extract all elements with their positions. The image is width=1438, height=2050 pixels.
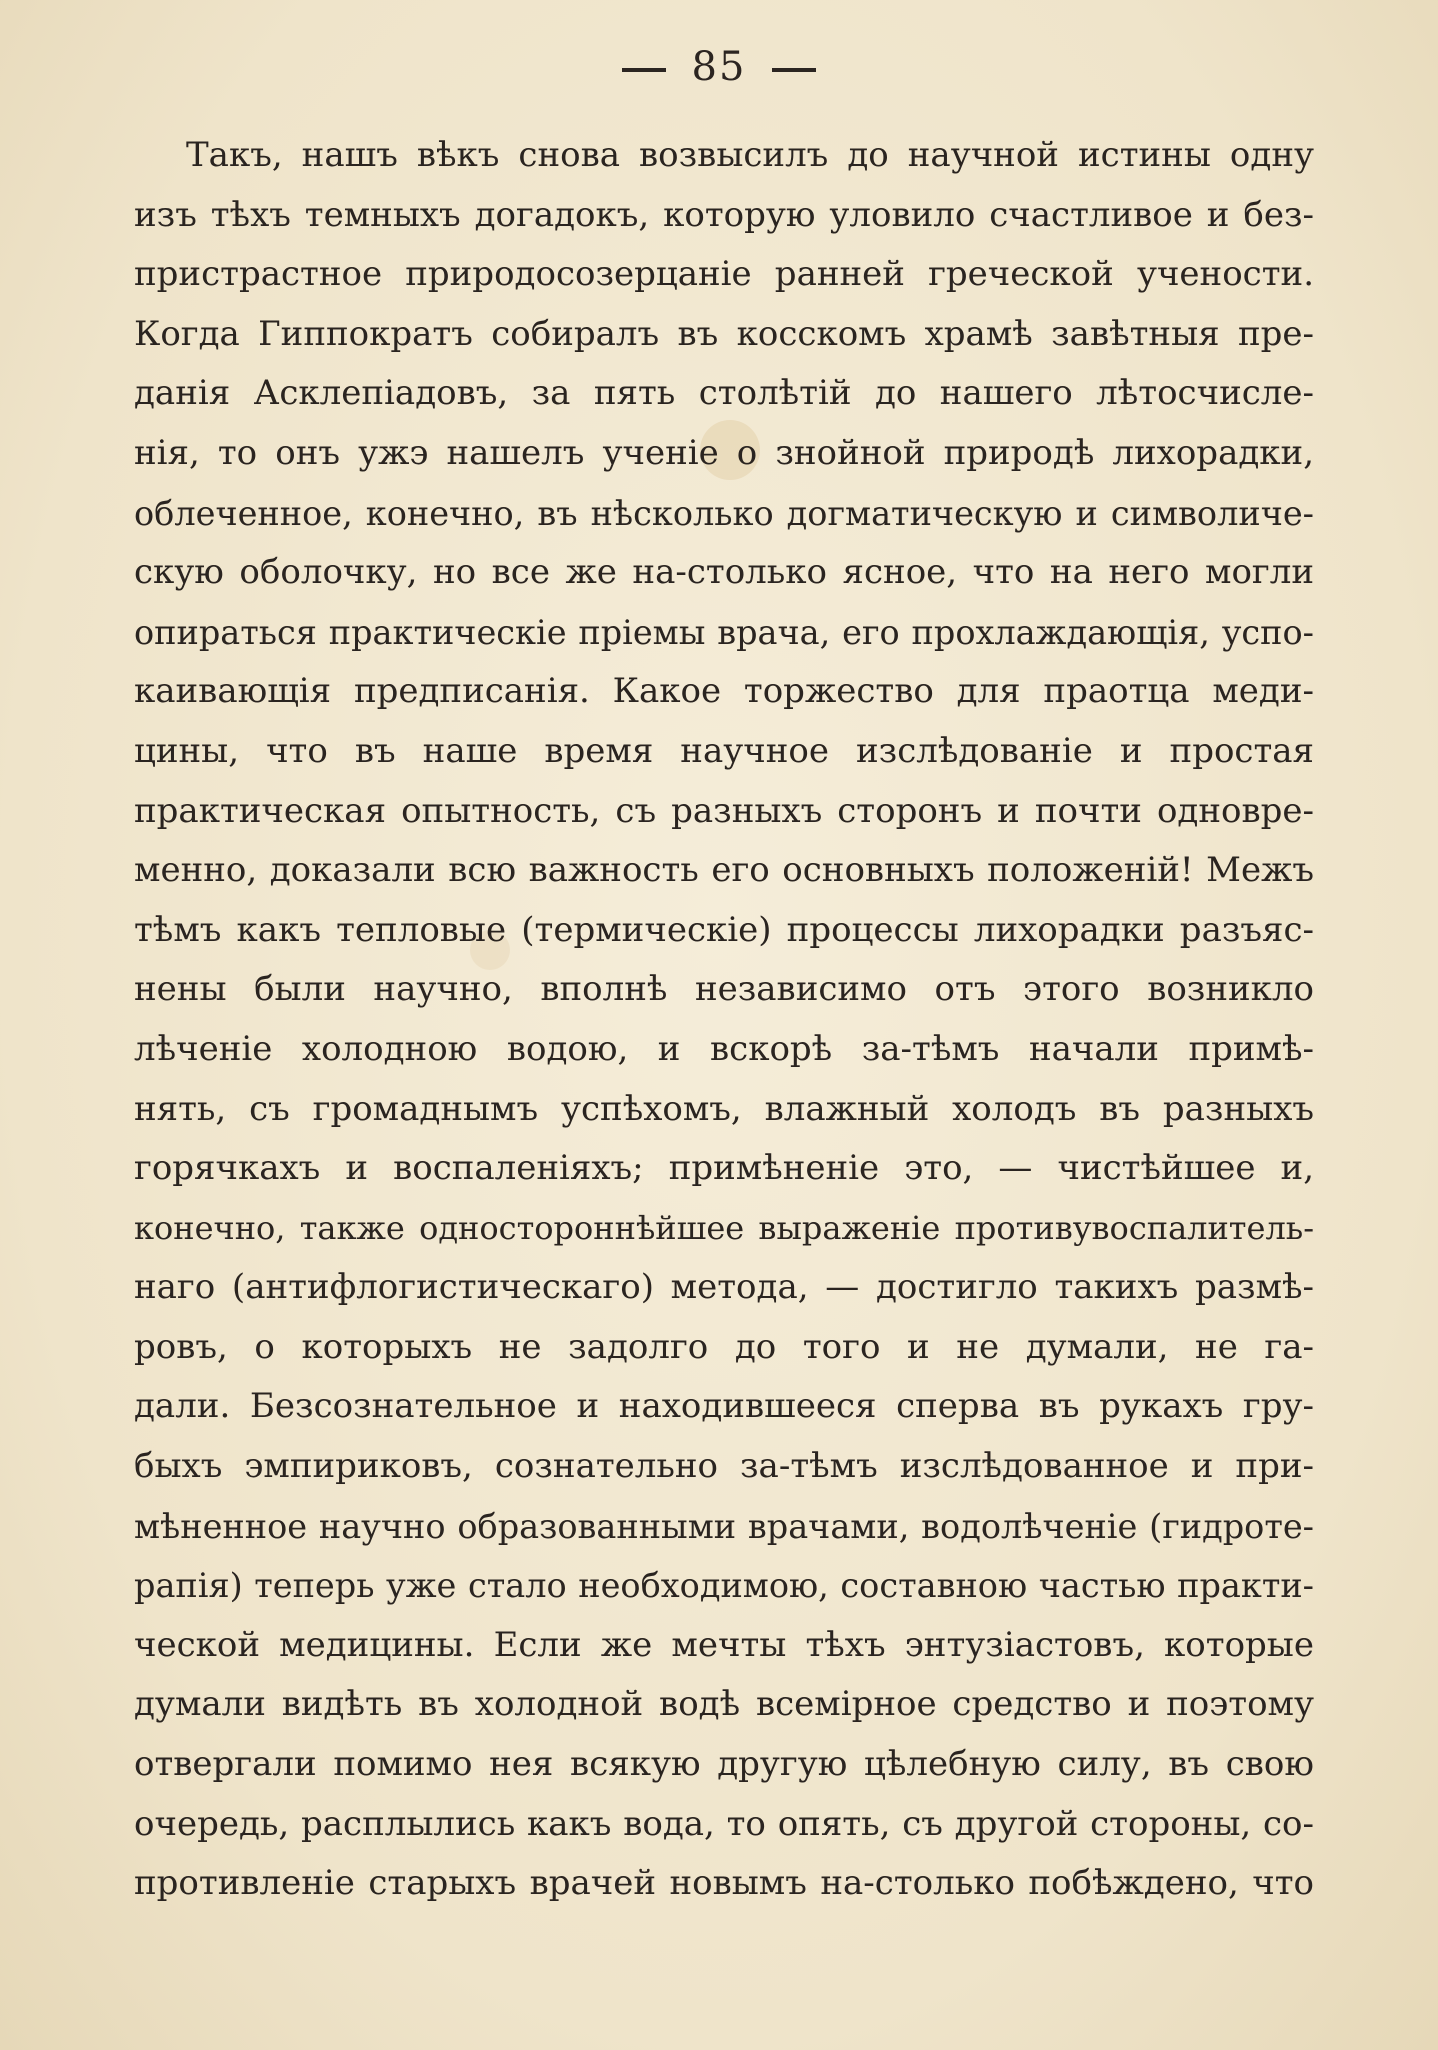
text-line: цины, что въ наше время научное изслѣдованіе и простая: [134, 730, 1314, 771]
text-line: противленіе старыхъ врачей новымъ на-столько побѣждено, что: [134, 1863, 1314, 1904]
text-line: опираться практическіе пріемы врача, его прохлаждающія, успо-: [134, 612, 1314, 652]
text-line: отвергали помимо нея всякую другую цѣлебную силу, въ свою: [134, 1744, 1314, 1785]
text-line: изъ тѣхъ темныхъ догадокъ, которую уловило счастливое и без-: [134, 194, 1314, 235]
text-line: скую оболочку, но все же на-столько ясное, что на него могли: [134, 552, 1314, 593]
text-line: Такъ, нашъ вѣкъ снова возвысилъ до научной истины одну: [186, 135, 1314, 175]
text-line: рапія) теперь уже стало необходимою, составною частью практи-: [134, 1566, 1314, 1606]
text-line: ровъ, о которыхъ не задолго до того и не думали, не га-: [134, 1326, 1314, 1367]
text-line: Когда Гиппократъ собиралъ въ косскомъ храмѣ завѣтныя пре-: [134, 313, 1314, 354]
text-line: облеченное, конечно, въ нѣсколько догматическую и символиче-: [134, 493, 1314, 533]
page-header: [0, 44, 1438, 90]
text-line: очередь, расплылись какъ вода, то опять, съ другой стороны, со-: [134, 1803, 1314, 1844]
header-dash-right: [772, 68, 816, 72]
text-line: практическая опытность, съ разныхъ сторонъ и почти одновре-: [134, 790, 1314, 831]
page-number: 85: [691, 44, 747, 90]
text-line: лѣченіе холодною водою, и вскорѣ за-тѣмъ начали примѣ-: [134, 1028, 1314, 1069]
text-line: каивающія предписанія. Какое торжество для праотца меди-: [134, 671, 1314, 712]
text-line: тѣмъ какъ тепловые (термическіе) процессы лихорадки разъяс-: [134, 909, 1314, 950]
text-line: нія, то онъ ужэ нашелъ ученіе о знойной природѣ лихорадки,: [134, 432, 1314, 473]
text-line: думали видѣть въ холодной водѣ всемірное средство и поэтому: [134, 1684, 1314, 1725]
text-line: дали. Безсознательное и находившееся сперва въ рукахъ гру-: [134, 1386, 1314, 1427]
text-line: горячкахъ и воспаленіяхъ; примѣненіе это, — чистѣйшее и,: [134, 1148, 1314, 1189]
text-line: нены были научно, вполнѣ независимо отъ этого возникло: [134, 969, 1314, 1010]
text-line: конечно, также одностороннѣйшее выраженіе противувоспалитель-: [134, 1208, 1314, 1247]
text-line: пристрастное природосозерцаніе ранней греческой учености.: [134, 254, 1314, 295]
text-line: менно, доказали всю важность его основныхъ положеній! Межъ: [134, 850, 1314, 891]
text-line: наго (антифлогистическаго) метода, — достигло такихъ размѣ-: [134, 1267, 1314, 1308]
text-line: мѣненное научно образованными врачами, водолѣченіе (гидроте-: [134, 1506, 1314, 1546]
text-line: ческой медицины. Если же мечты тѣхъ энтузіастовъ, которые: [134, 1624, 1314, 1665]
body-text: [134, 126, 1314, 1914]
header-dash-left: [622, 68, 666, 72]
text-line: нять, съ громаднымъ успѣхомъ, влажный холодъ въ разныхъ: [134, 1088, 1314, 1129]
text-line: быхъ эмпириковъ, сознательно за-тѣмъ изслѣдованное и при-: [134, 1446, 1314, 1487]
text-line: данія Асклепіадовъ, за пять столѣтій до нашего лѣтосчисле-: [134, 373, 1314, 414]
